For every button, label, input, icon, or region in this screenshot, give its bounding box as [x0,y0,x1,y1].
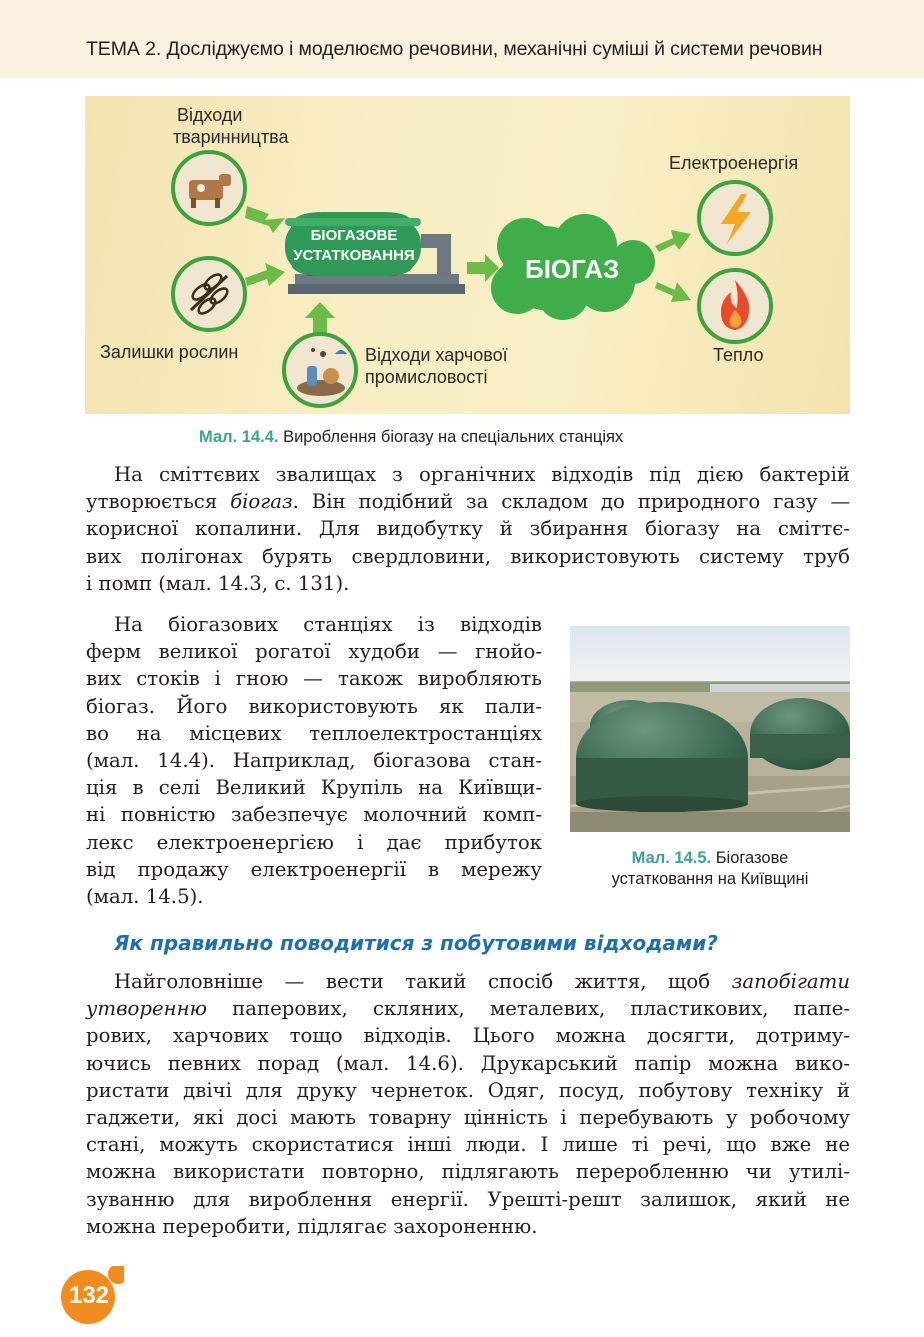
text-line: від продажу електроенергії в мережу [86,857,542,881]
text-line: можна використати повторно, підлягають переробленню чи утилі- [86,1160,850,1184]
text-segment: . Він подібний за складом до природного газу — [292,490,851,514]
text-segment: паперових, скляних, металевих, пластикових, папе- [206,997,850,1021]
text-line: ристати двічі для друку чернеток. Одяг, посуд, побутову техніку й [86,1078,850,1102]
paragraph-household-waste [86,968,850,1240]
figure-14-5-number: Мал. 14.5. [631,849,712,867]
figure-14-5-caption [570,848,850,890]
text-line: ферм великої рогатої худоби — гнойо- [86,640,542,664]
text-line: біогаз. Його використовують як пали- [86,694,542,718]
label-food-waste-line2: промисловості [365,367,488,387]
text-line: рових, харчових тощо відходів. Цього можна досягти, дотриму- [86,1024,850,1048]
arrow-plants-to-unit [245,263,285,286]
arrow-food-to-unit [305,302,335,336]
label-animal-waste-line2: тваринництва [173,127,289,147]
text-line: зуванню для вироблення енергії. Урешті-решт залишок, який не [86,1187,850,1211]
text-line: вих стоків і гною — також виробляють [86,667,542,691]
label-heat: Тепло [713,345,764,365]
text-line: во на місцевих теплоелектростанціях [86,721,542,745]
text-line: і помп (мал. 14.3, с. 131). [86,571,350,595]
section-title: ТЕМА 2. Досліджуємо і моделюємо речовини, механічні суміші й системи речовин [86,38,823,60]
text-line: На сміттєвих звалищах з органічних відходів під дією бактерій [114,463,850,486]
page-number: 132 [68,1282,110,1309]
text-line: вих полігонах бурять свердловини, використовують систему труб [86,544,850,568]
text-line [86,995,850,1022]
text-line: лекс електроенергією і дає прибуток [86,830,542,854]
term-prevent: запобігати [731,970,850,993]
figure-14-5-caption-line1 [570,848,850,869]
flame-icon [699,270,771,342]
text-line: гаджети, які досі мають товарну цінність і перебувають у робочому [86,1106,850,1130]
label-biogas-unit-line2: УСТАТКОВАННЯ [293,247,415,264]
label-food-waste-line1: Відходи харчової [365,345,508,365]
food-waste-icon [284,334,356,406]
text-segment: Найголовніше — вести такий спосіб життя, щоб [114,970,732,993]
text-line: (мал. 14.4). Наприклад, біогазова стан- [86,749,542,773]
label-plant-residues: Залишки рослин [100,342,239,362]
text-line [86,968,850,995]
figure-14-4-caption [199,428,623,447]
biogas-diagram [85,96,850,414]
figure-14-5-text-1: Біогазове [711,849,789,867]
figure-14-4-text: Вироблення біогазу на спеціальних станціях [278,428,624,446]
label-biogas-unit-line1: БІОГАЗОВЕ [310,227,398,244]
wheat-icon [173,258,245,330]
text-line: стані, можуть скористатися інші люди. І лише ті речі, що вже не [86,1133,850,1157]
biogas-plant-photo [570,626,850,832]
label-animal-waste-line1: Відходи [177,105,243,125]
term-biogas: біогаз [230,490,293,514]
lightning-icon [699,182,771,254]
arrow-animal-to-unit [245,206,285,233]
text-line [86,488,850,515]
figure-14-5-caption-line2: устатковання на Київщині [611,870,809,888]
label-biogas: БІОГАЗ [525,254,620,284]
text-line: можна переробити, підлягає захороненню. [86,1214,538,1238]
header-band [0,0,924,78]
section-heading: Як правильно поводитися з побутовими відходами? [114,931,718,955]
text-line: ючись певних порад (мал. 14.6). Друкарський папір можна вико- [86,1051,850,1075]
text-line: ні повністю забезпечує молочний комп- [86,803,542,827]
label-biogas-unit [290,226,418,266]
biogas-domes-image [570,626,850,832]
text-segment: утворюється [86,490,231,514]
cow-icon [173,152,245,224]
paragraph-biogas-stations [86,611,542,910]
figure-14-4-number: Мал. 14.4. [199,428,279,446]
paragraph-landfill-biogas [86,461,850,597]
label-food-waste [365,344,508,388]
arrow-biogas-to-heat [655,282,691,302]
text-line: ція в селі Великий Крупіль на Київщи- [86,776,542,800]
text-line: (мал. 14.5). [86,885,204,909]
arrow-biogas-to-electricity [655,230,691,252]
term-formation: утворенню [86,997,207,1021]
page-number-badge [60,1266,124,1326]
text-line: корисної копалини. Для видобутку й збирання біогазу на сміттє- [86,517,850,541]
text-line: На біогазових станціях із відходів [114,613,542,636]
label-animal-waste [173,104,289,148]
label-electricity: Електроенергія [669,153,799,173]
